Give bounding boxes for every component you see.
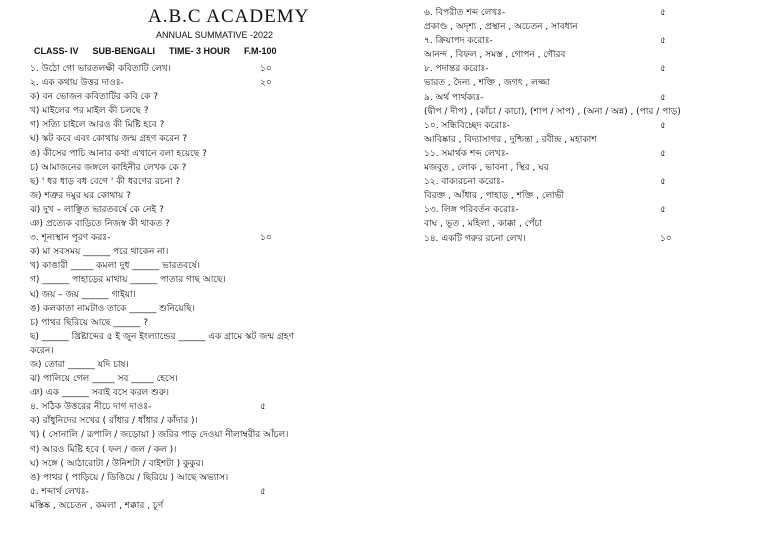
question-text: করেন। — [30, 345, 54, 356]
question-text: ১৩. লিঙ্গ পরিবর্তন করোঃ- — [424, 205, 519, 216]
question-line — [30, 316, 400, 330]
question-text: ৭. ক্রিয়াপদ করোঃ- — [424, 36, 493, 47]
question-text: (দ্বীপ / দীপ) , (কাঁচা / কাচা), (শাপ / সাপ) , (অনা / অন্ন) , (পার / পাড়) — [424, 106, 681, 117]
question-marks: ৫ — [260, 486, 266, 497]
question-line — [424, 76, 744, 90]
question-line — [424, 133, 744, 147]
question-text: গ) সত্যি চাইলে আরও কী মিষ্টি হবে ? — [30, 120, 165, 131]
question-text: জ) তোরা ______ যদি চাষ। — [30, 359, 129, 370]
question-text: ঙ) কীসের পাচি আনার কথা এখানে বলা হয়েছে ? — [30, 148, 207, 159]
question-line — [30, 471, 400, 485]
question-text: আবিষ্কার , বিদ্যাসাগর , দুশ্চিন্তা , রবীন্দ্র , মহাকাশ — [424, 134, 597, 145]
question-text: ১৪. একটি গরুর রচনা লেখ। — [424, 233, 526, 244]
question-line — [30, 485, 400, 499]
question-line — [424, 161, 744, 175]
question-text: ক) রাঁধুনিদের সখের ( রাঁধার / ধাঁধার / কাঁদার )। — [30, 416, 198, 427]
question-line — [30, 231, 400, 245]
question-text: ক) মা সবসময় ______ পরে থাকেন না। — [30, 247, 169, 258]
question-marks: ২০ — [260, 78, 272, 89]
question-line — [30, 147, 400, 161]
question-line — [30, 414, 400, 428]
question-marks: ৫ — [660, 8, 666, 18]
question-text: খ) মাইলের পর মাইল কী চলছে ? — [30, 106, 149, 117]
exam-meta — [34, 46, 277, 56]
question-text: মস্তিষ্ক , অচেতন , কমলা , শক্কার , চূর্ণ — [30, 500, 164, 511]
question-line — [30, 400, 400, 414]
question-text: ৩. শূন্যস্থান পূরণ করঃ- — [30, 233, 111, 244]
question-text: ৫. শব্দার্থ লেখঃ- — [30, 486, 89, 497]
question-text: বাঘ , ভূত , মহিলা , কাক্কা , পেঁচা — [424, 219, 542, 230]
question-text: গ) আরও মিষ্টি হবে ( ফল / জল / কল )। — [30, 444, 177, 455]
question-line — [30, 443, 400, 457]
question-line — [30, 245, 400, 259]
question-line — [30, 132, 400, 146]
question-text: ঘ) স্কট কবে এবং কোথায় জন্ম গ্রহণ করেন ? — [30, 134, 188, 145]
question-line — [424, 48, 744, 62]
question-line — [30, 161, 400, 175]
question-line — [424, 20, 744, 34]
question-text: ঝ) পালিয়ে গেল _____ সব _____ হেসে। — [30, 374, 178, 385]
question-text: ১০. সন্ধিবিচ্ছেদ করোঃ- — [424, 120, 510, 131]
question-line — [424, 62, 744, 76]
question-text: ২. এক কথায় উত্তর দাওঃ- — [30, 78, 124, 89]
question-line — [30, 90, 400, 104]
question-text: ঞ) এক ______ সবাই বসে করল শুরু। — [30, 388, 169, 399]
question-line — [30, 302, 400, 316]
question-text: ৮. পদান্তর করোঃ- — [424, 64, 489, 75]
question-text: ঙ) কলকাতা নামটাও তাকে ______ শুনিয়েছি। — [30, 303, 195, 314]
question-text: চ) পাথর ছিরিয়ে আছে ______ ? — [30, 317, 148, 328]
question-marks: ১০ — [260, 233, 272, 244]
question-line — [424, 232, 744, 246]
question-text: ৬. বিপরীত শব্দ লেখঃ- — [424, 8, 506, 18]
question-line — [30, 217, 400, 231]
question-text: খ) কাঙারী _____ কমলা দুধ ______ ভারতবর্ষে। — [30, 261, 200, 272]
question-line — [424, 203, 744, 217]
question-marks: ৫ — [660, 148, 666, 159]
question-marks: ৫ — [660, 177, 666, 188]
question-line — [424, 105, 744, 119]
right-question-list — [424, 6, 744, 246]
question-line — [30, 344, 400, 358]
question-marks: ৫ — [660, 120, 666, 131]
question-marks: ৫ — [660, 36, 666, 47]
question-text: ঘ) সঙ্গে ( আঠারোটা / উনিশটা / বাইশটা ) কুকুর। — [30, 458, 204, 469]
question-marks: ৫ — [260, 402, 266, 413]
question-line — [30, 62, 400, 76]
question-text: গ) ______ পাহাড়ের মাথায় ______ পাতার গাছ আছে। — [30, 275, 226, 286]
question-text: আনন্দ , বিফল , সমস্ত , গোপন , গৌরব — [424, 50, 566, 61]
question-line — [30, 428, 400, 442]
question-line — [30, 76, 400, 90]
question-line — [30, 372, 400, 386]
question-marks: ৫ — [660, 64, 666, 75]
question-text: ঙ) পাথর ( পাড়িয়ে / ডিঙিয়ে / ছিরিয়ে ) আছে অভ্যাস। — [30, 472, 229, 483]
subject-label: SUB-BENGALI — [92, 46, 156, 56]
question-line — [30, 386, 400, 400]
question-line — [30, 203, 400, 217]
question-text: ঘ) জয় – জয় ______ গাইয়া। — [30, 289, 136, 300]
question-line — [424, 119, 744, 133]
question-text: মজবুত , লোক , ভাবনা , স্থির , ঘর — [424, 163, 549, 174]
exam-title: ANNUAL SUMMATIVE -2022 — [156, 30, 274, 40]
question-text: ক) বন ভোজন কবিতাটির কবি কে ? — [30, 92, 159, 103]
question-marks: ৫ — [660, 92, 666, 103]
question-line — [424, 91, 744, 105]
question-marks: ১০ — [260, 64, 272, 74]
question-line — [424, 189, 744, 203]
question-line — [30, 330, 400, 344]
question-text: ঝ) দুখ – লাঞ্ছিত ভারতবর্ষে কে নেই ? — [30, 204, 164, 215]
question-line — [424, 175, 744, 189]
full-marks-label: F.M-100 — [244, 46, 277, 56]
question-line — [424, 217, 744, 231]
question-text: ১. উঠো গো ভারতলক্ষী কবিতাটি লেখ। — [30, 64, 172, 74]
question-line — [30, 259, 400, 273]
question-line — [30, 457, 400, 471]
question-text: ভারত , দৈন্য , শক্তি , জগৎ , লজ্জা — [424, 78, 550, 89]
school-title: A.B.C ACADEMY — [148, 6, 310, 27]
question-text: ছ) ______ খ্রিষ্টাব্দের ৫ ই জুন ইংল্যান্ডের ______ এক গ্রামে স্কট জন্ম গ্রহণ — [30, 331, 294, 342]
question-line — [30, 499, 400, 513]
time-label: TIME- 3 HOUR — [169, 46, 231, 56]
question-text: জ) শত্রুর দমুর ঘর কোথায় ? — [30, 190, 131, 201]
question-text: ১১. সমার্থক শব্দ লেখঃ- — [424, 148, 509, 159]
class-label: CLASS- IV — [34, 46, 79, 56]
question-text: ৪. সঠিক উত্তরের নীচে দাগ দাওঃ- — [30, 402, 152, 413]
question-line — [30, 273, 400, 287]
question-text: ঞ) প্রত্যেক বাড়িতে নিজস্ব কী থাকত ? — [30, 219, 170, 230]
question-text: খ) ( সোনালি / রূপালি / জড়োয়া ) জরির পাড় দেওয়া নীলাম্বরীর আঁচল। — [30, 430, 289, 441]
left-question-list — [30, 62, 400, 513]
question-line — [30, 189, 400, 203]
question-text: প্রকাণ্ড , অদৃশ্য , প্রস্থান , অচেতন , সাবধান — [424, 22, 578, 33]
question-text: ১২. বাক্যরচনা করোঃ- — [424, 177, 505, 188]
question-marks: ৫ — [660, 205, 666, 216]
question-marks: ১০ — [660, 233, 672, 244]
question-line — [424, 6, 744, 20]
question-text: বিরক্ত , আঁধার , পাহাড় , শক্তি , লোভী — [424, 191, 565, 202]
question-text: চ) আমাজনের জঙ্গলে কাহিনীর লেখক কে ? — [30, 162, 187, 173]
question-text: ছ) ' ধর ধাড় বধ বেগে ' কী ধরণের রচনা ? — [30, 176, 181, 187]
question-line — [30, 358, 400, 372]
question-line — [30, 118, 400, 132]
question-line — [30, 175, 400, 189]
question-line — [30, 288, 400, 302]
question-text: ৯. অর্থ পার্থক্যঃ- — [424, 92, 484, 103]
question-line — [30, 104, 400, 118]
question-line — [424, 147, 744, 161]
question-line — [424, 34, 744, 48]
